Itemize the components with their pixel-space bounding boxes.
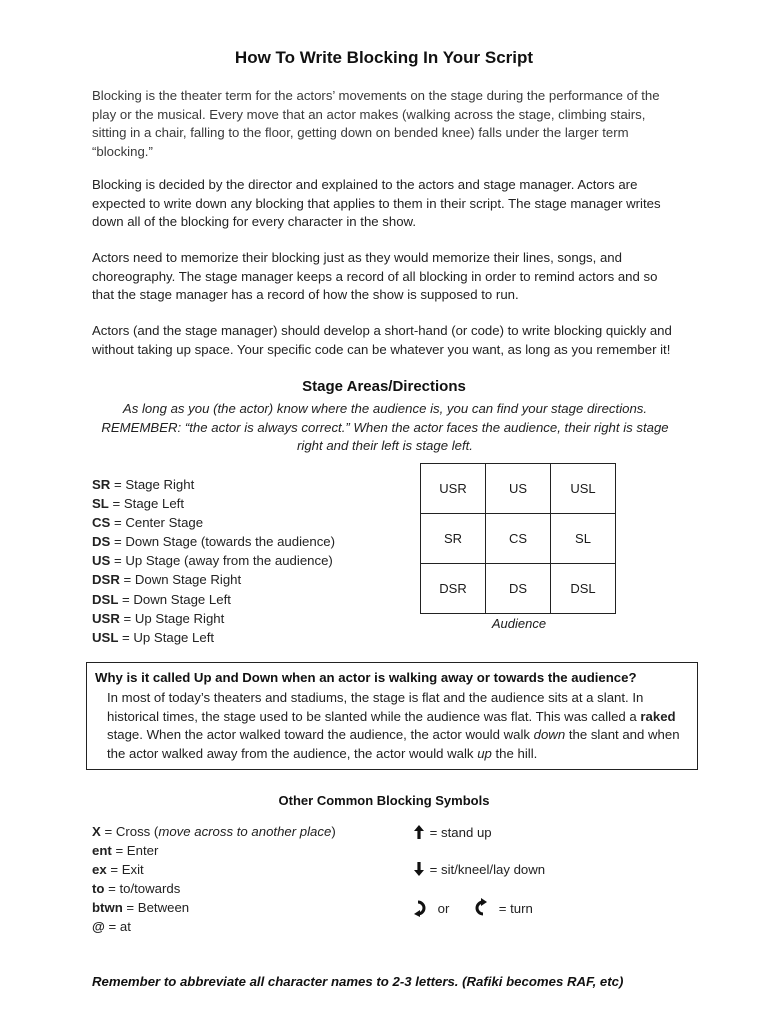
symbol-meaning: = Cross ( [100, 824, 159, 839]
turn-right-icon [412, 898, 434, 921]
answer-emphasis: up [477, 746, 492, 762]
abbreviation: SR [92, 477, 111, 492]
symbol: ex [92, 862, 107, 878]
list-item [92, 551, 392, 570]
paragraph-director: Blocking is decided by the director and explained to the actors and stage manager. Actors are expected to write down any blocking that applies to them in their script. The stage manager writes down all of the blocking for every character in the show. [92, 177, 661, 230]
abbreviation-meaning: = Up Stage Right [119, 610, 225, 626]
stage-abbreviation-list [92, 475, 392, 647]
answer-emphasis: raked [640, 708, 676, 724]
stand-up-symbol [412, 823, 492, 844]
abbreviation: DSR [92, 572, 120, 588]
symbol-meaning: = at [104, 919, 131, 935]
grid-cell: USL [551, 464, 616, 514]
or-label: or [437, 900, 450, 916]
page-title: How To Write Blocking In Your Script [234, 48, 534, 67]
abbreviation: USL [92, 629, 119, 645]
answer-text: the hill. [491, 746, 538, 762]
symbol-meaning: = Exit [106, 862, 144, 878]
symbol-meaning: = Enter [111, 843, 159, 859]
list-item [92, 475, 392, 494]
abbreviation: CS [92, 515, 111, 531]
abbreviation-meaning: = Stage Left [108, 496, 185, 512]
grid-cell: USR [421, 464, 486, 514]
list-item [92, 532, 392, 551]
abbreviation-meaning: = Down Stage Right [119, 572, 242, 588]
symbol: @ [92, 919, 105, 935]
answer-text: the slant and when the actor walked away from the audience, the actor would walk [107, 727, 680, 762]
stage-areas-heading: Stage Areas/Directions [302, 378, 466, 395]
list-item [92, 860, 392, 879]
answer-emphasis: down [533, 727, 566, 743]
table-row [421, 514, 616, 564]
abbreviation: DSL [92, 591, 119, 607]
stand-up-label: = stand up [429, 824, 492, 840]
symbol: btwn [92, 900, 123, 916]
table-row [421, 464, 616, 514]
grid-cell: SR [421, 514, 486, 564]
list-item [92, 822, 392, 841]
paragraph-definition: Blocking is the theater term for the actors’ movements on the stage during the performance of the play or the musical. Every move that an actor makes (walking across the stage, climbing stairs, sitting in a chair, falling to the floor, getting down on bended knee) falls under the larger term “blocking.” [92, 88, 660, 160]
stage-grid [420, 463, 616, 614]
grid-cell: DS [486, 564, 551, 614]
list-item [92, 513, 392, 532]
turn-left-icon [467, 898, 489, 921]
symbol-meaning: = to/towards [104, 881, 181, 897]
answer-text: stage. When the actor walked toward the audience, the actor would walk [107, 727, 534, 743]
abbreviation-meaning: = Up Stage (away from the audience) [110, 553, 333, 569]
symbol-note: move across to another place [158, 824, 332, 839]
grid-cell: DSR [421, 564, 486, 614]
list-item [92, 609, 392, 628]
symbol-meaning: ) [331, 824, 336, 839]
turn-label: = turn [498, 900, 533, 916]
paragraph-memorize: Actors need to memorize their blocking just as they would memorize their lines, songs, and choreography. The stage manager keeps a record of all blocking in order to remind actors and so that the stage manager has a record of how the show is supposed to run. [92, 250, 658, 303]
callout-question: Why is it called Up and Down when an actor is walking away or towards the audience? [95, 670, 637, 685]
answer-text: In most of today’s theaters and stadiums, the stage is flat and the audience sits at a slant. In historical times, the stage used to be slanted while the audience was flat. This was called a [107, 690, 644, 724]
callout-answer [107, 689, 687, 764]
abbreviation-meaning: = Stage Right [110, 477, 195, 492]
abbreviation: SL [92, 496, 109, 512]
grid-cell: SL [551, 514, 616, 564]
abbreviation: USR [92, 610, 120, 626]
footer-note: Remember to abbreviate all character names to 2-3 letters. (Rafiki becomes RAF, etc) [92, 974, 624, 989]
abbreviation: DS [92, 534, 111, 550]
symbols-heading: Other Common Blocking Symbols [278, 793, 490, 808]
abbreviation: US [92, 553, 111, 569]
turn-symbol [412, 898, 533, 921]
grid-cell: US [486, 464, 551, 514]
list-item [92, 917, 392, 936]
abbreviation-meaning: = Down Stage (towards the audience) [110, 534, 336, 550]
symbol: X [92, 824, 101, 839]
audience-label: Audience [491, 616, 547, 631]
symbol: ent [92, 843, 112, 859]
symbol: to [92, 881, 105, 897]
table-row [421, 564, 616, 614]
list-item [92, 841, 392, 860]
grid-cell: CS [486, 514, 551, 564]
abbreviation-meaning: = Down Stage Left [118, 591, 231, 607]
list-item [92, 570, 392, 589]
paragraph-shorthand: Actors (and the stage manager) should develop a short-hand (or code) to write blocking quickly and without taking up space. Your specific code can be whatever you want, as long as you remember it! [92, 323, 672, 357]
list-item [92, 898, 392, 917]
arrow-up-icon [412, 823, 426, 844]
arrow-down-icon [412, 860, 426, 881]
list-item [92, 628, 392, 647]
list-item [92, 879, 392, 898]
abbreviation-meaning: = Center Stage [110, 515, 204, 531]
sit-down-label: = sit/kneel/lay down [429, 861, 546, 877]
symbol-list [92, 822, 392, 937]
list-item [92, 590, 392, 609]
abbreviation-meaning: = Up Stage Left [118, 629, 215, 645]
symbol-meaning: = Between [122, 900, 190, 916]
list-item [92, 494, 392, 513]
sit-down-symbol [412, 860, 545, 881]
stage-areas-intro: As long as you (the actor) know where the audience is, you can find your stage directions. REMEMBER: “the actor is always correct.” When the actor faces the audience, their right is stage right and their left is stage left. [101, 401, 669, 454]
grid-cell: DSL [551, 564, 616, 614]
